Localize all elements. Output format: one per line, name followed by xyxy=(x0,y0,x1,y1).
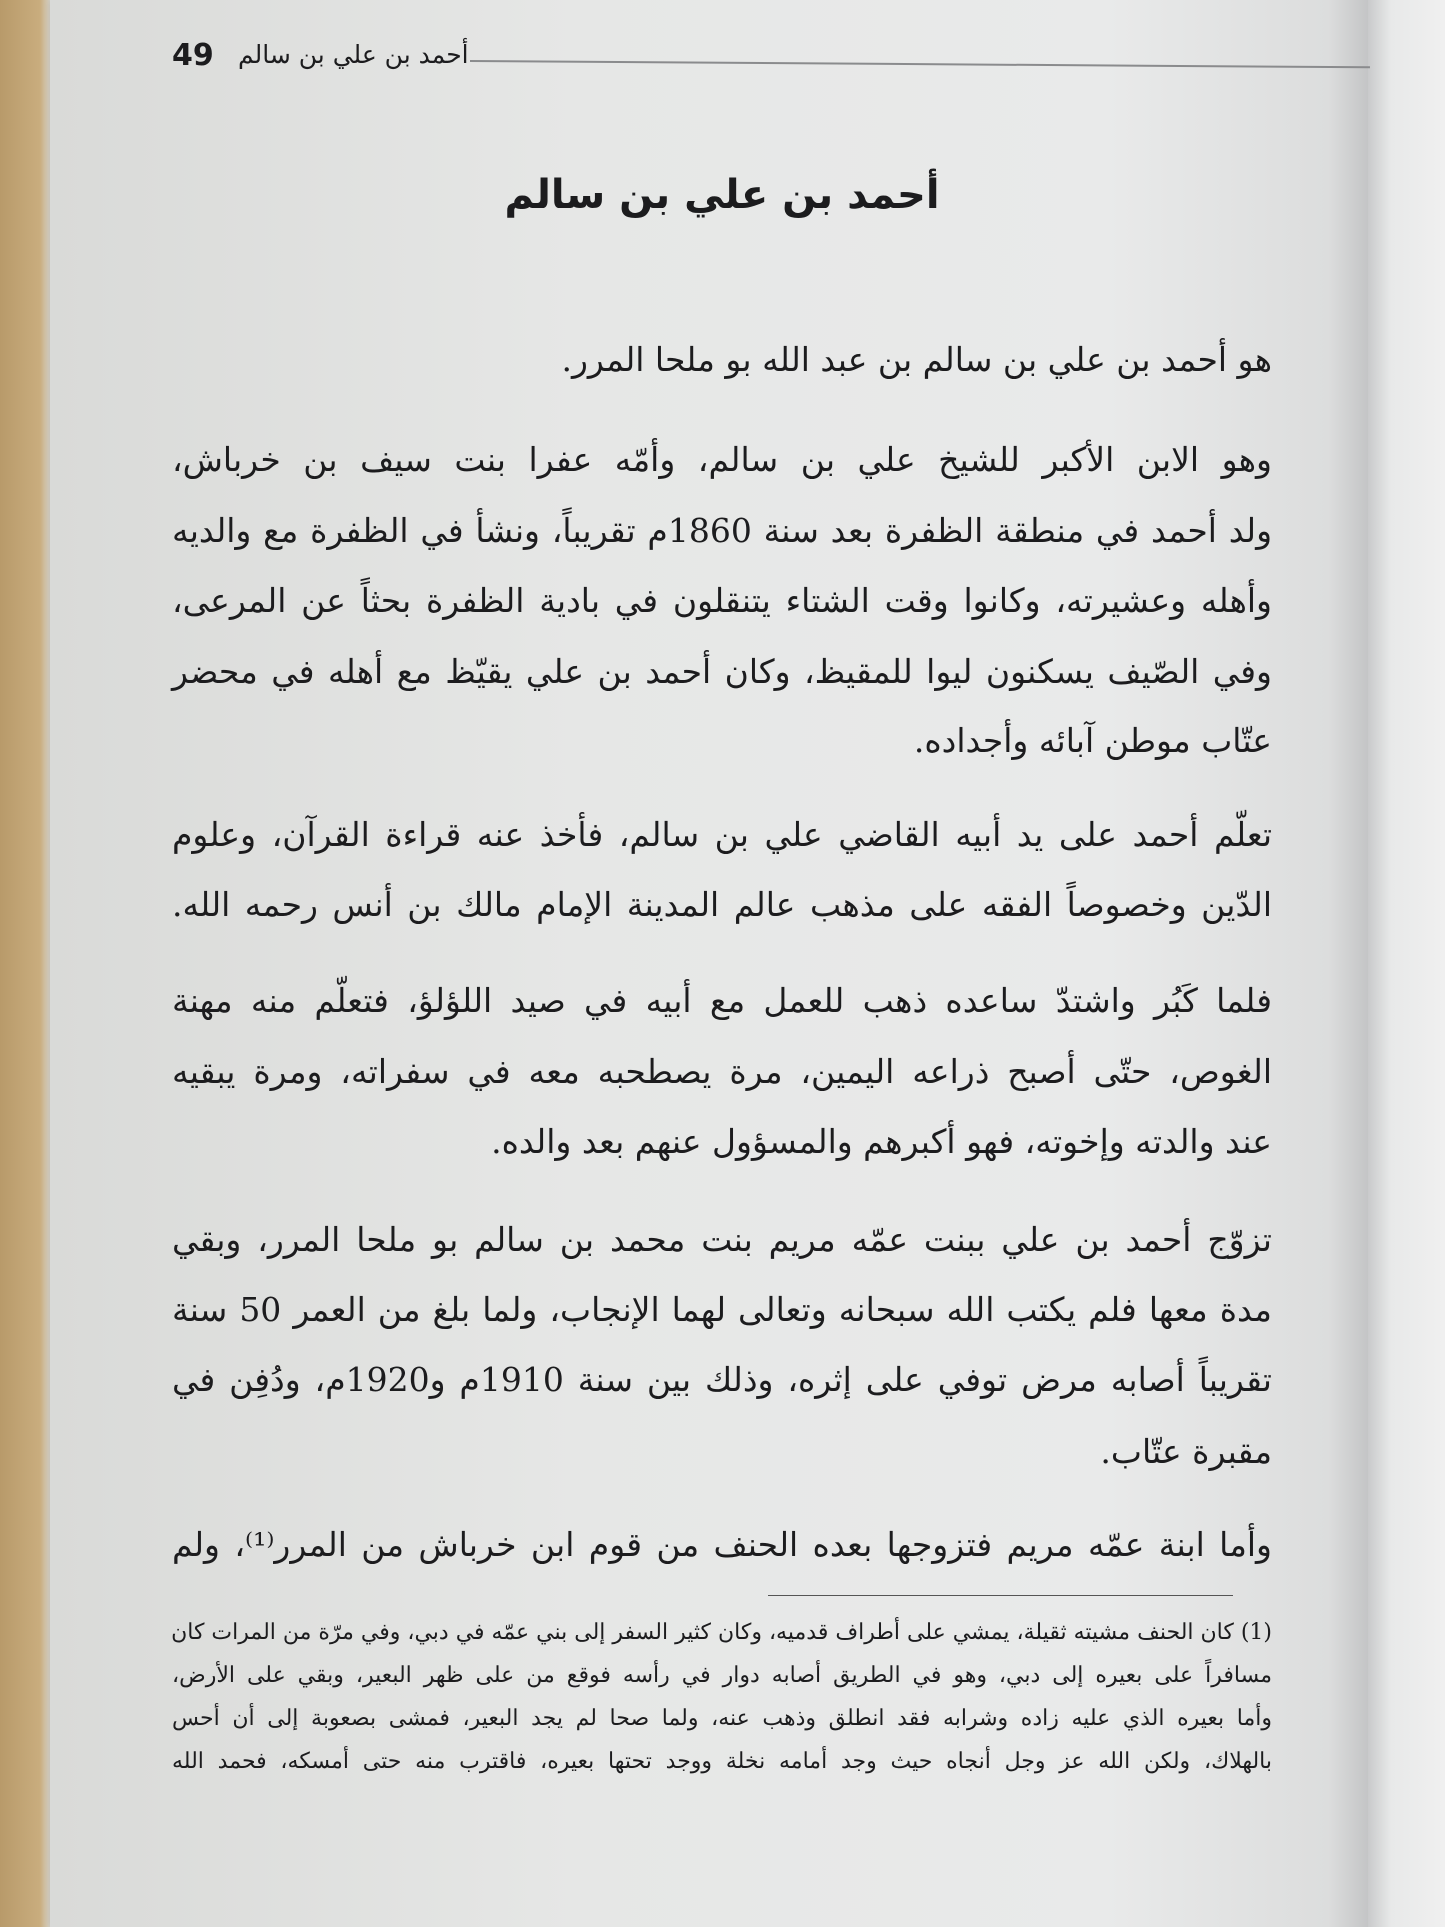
text-line: تعلّم أحمد على يد أبيه القاضي علي بن سالم، فأخذ عنه قراءة القرآن، وعلوم xyxy=(172,815,1272,854)
text-line: مقبرة عتّاب. xyxy=(1100,1432,1272,1471)
text-line: وفي الصّيف يسكنون ليوا للمقيظ، وكان أحمد بن علي يقيّظ مع أهله في محضر xyxy=(172,652,1272,691)
footnote-line: مسافراً على بعيره إلى دبي، وهو في الطريق أصابه دوار في رأسه فوقع من على ظهر البعير، وبقي على الأرض، xyxy=(172,1663,1272,1688)
text-line: هو أحمد بن علي بن سالم بن عبد الله بو ملحا المرر. xyxy=(561,340,1272,379)
footnote-rule xyxy=(768,1595,1233,1596)
running-title: أحمد بن علي بن سالم xyxy=(238,40,469,69)
footnote-line: (1) كان الحنف مشيته ثقيلة، يمشي على أطراف قدميه، وكان كثير السفر إلى بني عمّه في دبي، وفي مرّة من المرات كان xyxy=(171,1620,1272,1645)
text-line: تزوّج أحمد بن علي ببنت عمّه مريم بنت محمد بن سالم بو ملحا المرر، وبقي xyxy=(172,1220,1272,1259)
text-line: تقريباً أصابه مرض توفي على إثره، وذلك بين سنة 1910م و1920م، ودُفِن في xyxy=(172,1360,1272,1399)
text-line: ولد أحمد في منطقة الظفرة بعد سنة 1860م تقريباً، ونشأ في الظفرة مع والديه xyxy=(172,511,1273,550)
text-line: عتّاب موطن آبائه وأجداده. xyxy=(913,721,1272,760)
text-line: الدّين وخصوصاً الفقه على مذهب عالم المدينة الإمام مالك بن أنس رحمه الله. xyxy=(172,885,1272,924)
chapter-title: أحمد بن علي بن سالم xyxy=(504,172,940,218)
footnote-line: بالهلاك، ولكن الله عز وجل أنجاه حيث وجد أمامه نخلة ووجد تحتها بعيره، فاقترب منه حتى أمسكه، فحمد الله xyxy=(172,1749,1272,1774)
text-line: وأما ابنة عمّه مريم فتزوجها بعده الحنف من قوم ابن خرباش من المرر⁽¹⁾، ولم xyxy=(172,1525,1272,1564)
text-line: فلما كَبُر واشتدّ ساعده ذهب للعمل مع أبيه في صيد اللؤلؤ، فتعلّم منه مهنة xyxy=(172,981,1272,1020)
text-line: مدة معها فلم يكتب الله سبحانه وتعالى لهما الإنجاب، ولما بلغ من العمر 50 سنة xyxy=(172,1290,1272,1329)
text-line: الغوص، حتّى أصبح ذراعه اليمين، مرة يصطحبه معه في سفراته، ومرة يبقيه xyxy=(172,1052,1272,1091)
text-line: وهو الابن الأكبر للشيخ علي بن سالم، وأمّه عفرا بنت سيف بن خرباش، xyxy=(172,440,1272,479)
text-line: وأهله وعشيرته، وكانوا وقت الشتاء يتنقلون في بادية الظفرة بحثاً عن المرعى، xyxy=(172,581,1272,620)
footnote-line: وأما بعيره الذي عليه زاده وشرابه فقد انطلق وذهب عنه، ولما صحا لم يجد البعير، فمشى بصعوبة إلى أن أحس xyxy=(172,1706,1272,1731)
page-edge xyxy=(1368,0,1445,1927)
text-line: عند والدته وإخوته، فهو أكبرهم والمسؤول عنهم بعد والده. xyxy=(491,1122,1272,1161)
page-number: 49 xyxy=(172,38,214,73)
